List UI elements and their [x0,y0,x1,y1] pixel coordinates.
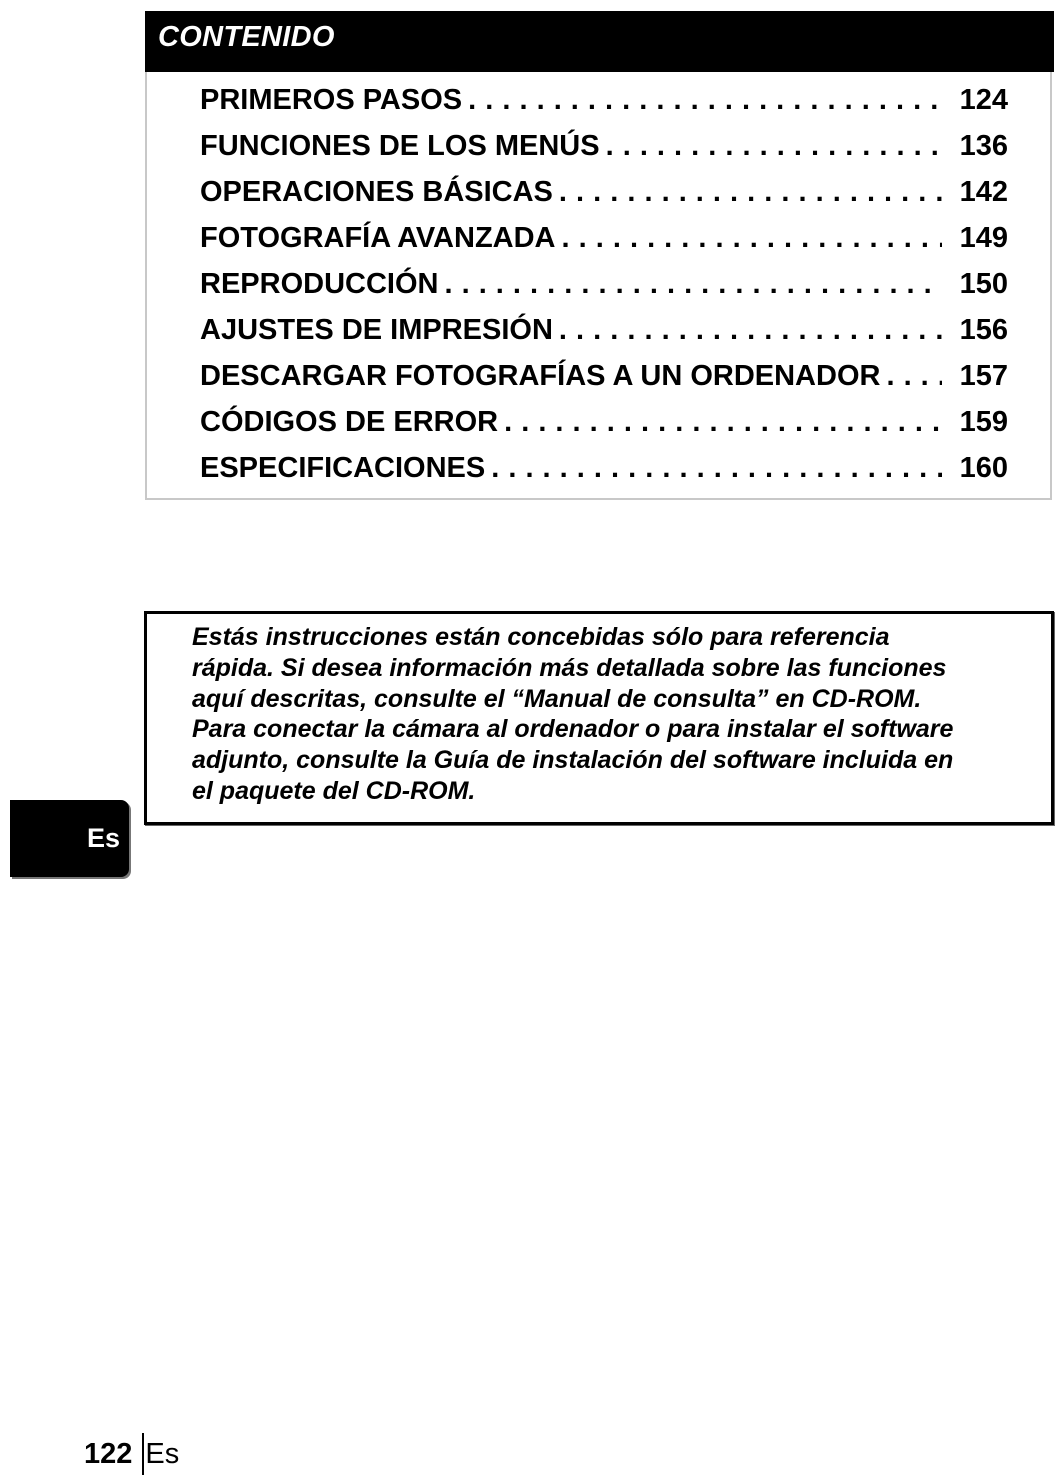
note-line: aquí descritas, consulte el “Manual de consulta” en CD-ROM. [192,684,922,713]
language-tab: Es [10,800,129,877]
toc-entry[interactable] [200,169,1008,215]
toc-dot-leader [491,445,942,491]
toc-entry[interactable] [200,307,1008,353]
page-number: 122 [84,1437,133,1470]
toc-dot-leader [504,399,942,445]
toc-entry[interactable] [200,77,1008,123]
toc-dot-leader [562,215,943,261]
toc-entry-title: FUNCIONES DE LOS MENÚS [200,130,600,162]
footer-language: Es [145,1437,180,1470]
footer-divider [142,1433,144,1475]
toc-entry[interactable] [200,215,1008,261]
toc-dot-leader [444,261,942,307]
note-line: el paquete del CD-ROM. [192,776,476,805]
toc-entry-title: FOTOGRAFÍA AVANZADA [200,222,556,254]
toc-entry[interactable] [200,353,1008,399]
toc-entry-page: 142 [959,176,1008,208]
note-line: Para conectar la cámara al ordenador o para instalar el software [192,715,954,744]
toc-dot-leader [559,169,942,215]
toc-entry[interactable] [200,399,1008,445]
toc-dot-leader [559,307,942,353]
toc-entry-page: 156 [959,314,1008,346]
toc-entry-title: REPRODUCCIÓN [200,268,439,300]
toc-entry[interactable] [200,261,1008,307]
toc-entry[interactable] [200,123,1008,169]
contents-list [200,77,1008,491]
toc-entry-title: PRIMEROS PASOS [200,84,463,116]
toc-entry-title: AJUSTES DE IMPRESIÓN [200,314,553,346]
toc-entry-page: 150 [959,268,1008,300]
toc-entry-title: CÓDIGOS DE ERROR [200,406,499,438]
toc-entry[interactable] [200,445,1008,491]
toc-entry-page: 136 [959,130,1008,162]
note-line: adjunto, consulte la Guía de instalación del software incluida en [192,746,954,775]
reference-note-text [192,622,1032,807]
note-line: rápida. Si desea información más detallada sobre las funciones [192,653,947,682]
toc-entry-title: OPERACIONES BÁSICAS [200,176,553,208]
toc-entry-page: 160 [959,452,1008,484]
toc-entry-page: 159 [959,406,1008,438]
contents-heading: CONTENIDO [145,11,1054,72]
toc-entry-title: DESCARGAR FOTOGRAFÍAS A UN ORDENADOR [200,360,881,392]
page-footer [84,1432,179,1476]
toc-dot-leader [886,353,942,399]
toc-entry-page: 149 [959,222,1008,254]
toc-entry-title: ESPECIFICACIONES [200,452,486,484]
note-line: Estás instrucciones están concebidas sólo para referencia [192,623,890,651]
reference-note-box [144,611,1054,825]
toc-entry-page: 157 [959,360,1008,392]
toc-entry-page: 124 [959,84,1008,116]
toc-dot-leader [606,123,942,169]
contents-box [145,11,1052,500]
toc-dot-leader [468,77,942,123]
